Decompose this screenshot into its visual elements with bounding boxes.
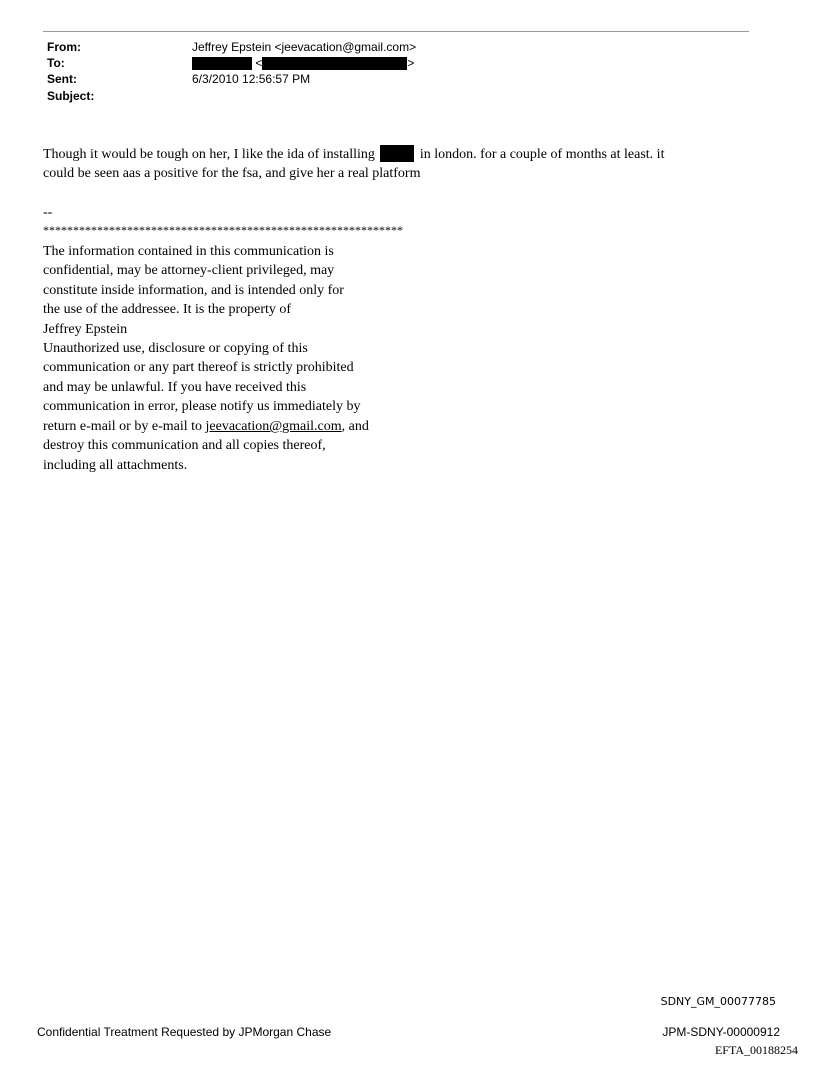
to-open-bracket: < bbox=[255, 56, 263, 70]
signature-dashes: -- bbox=[43, 205, 53, 220]
to-close-bracket: > bbox=[407, 56, 415, 70]
to-value bbox=[192, 57, 414, 70]
message-line-2: could be seen aas a positive for the fsa, and give her a real platform bbox=[43, 166, 421, 181]
from-value: Jeffrey Epstein <jeevacation@gmail.com> bbox=[192, 40, 417, 54]
message-line-1-end: in london. for a couple of months at least. it bbox=[419, 147, 665, 162]
jpm-bates-number: JPM-SDNY-00000912 bbox=[662, 1025, 780, 1039]
disclaimer-line-9: communication in error, please notify us immediately by bbox=[43, 399, 361, 414]
disclaimer-line-4: the use of the addressee. It is the property of bbox=[43, 302, 292, 317]
disclaimer-line-8: and may be unlawful. If you have received this bbox=[43, 380, 307, 395]
sent-value: 6/3/2010 12:56:57 PM bbox=[192, 72, 311, 86]
to-label: To: bbox=[47, 56, 65, 70]
sdny-bates-number: SDNY_GM_00077785 bbox=[660, 995, 776, 1008]
header-divider bbox=[43, 31, 749, 32]
disclaimer-line-2: confidential, may be attorney-client privileged, may bbox=[43, 263, 335, 278]
disclaimer-line-12: including all attachments. bbox=[43, 458, 188, 473]
disclaimer-line-11: destroy this communication and all copies thereof, bbox=[43, 438, 326, 453]
disclaimer-line-10 bbox=[43, 417, 369, 436]
disclaimer-line-1: The information contained in this communication is bbox=[43, 244, 334, 259]
disclaimer-line-6: Unauthorized use, disclosure or copying of this bbox=[43, 341, 308, 356]
signature-stars: ************************************************************ bbox=[43, 223, 403, 237]
disclaimer-line-5: Jeffrey Epstein bbox=[43, 322, 128, 337]
sent-label: Sent: bbox=[47, 72, 77, 86]
redaction-message-name bbox=[380, 145, 414, 162]
from-label: From: bbox=[47, 40, 81, 54]
subject-label: Subject: bbox=[47, 89, 95, 103]
disclaimer-line-7: communication or any part thereof is strictly prohibited bbox=[43, 360, 354, 375]
redaction-to-email bbox=[262, 57, 407, 70]
disclaimer-line-10-start: return e-mail or by e-mail to bbox=[43, 419, 202, 434]
email-link[interactable]: jeevacation@gmail.com bbox=[205, 419, 342, 434]
redaction-to-name bbox=[192, 57, 252, 70]
message-line-1 bbox=[43, 145, 664, 164]
message-line-1-start: Though it would be tough on her, I like the ida of installing bbox=[43, 147, 375, 162]
confidential-treatment-notice: Confidential Treatment Requested by JPMorgan Chase bbox=[37, 1025, 332, 1039]
disclaimer-line-10-end: , and bbox=[341, 419, 369, 434]
disclaimer-line-3: constitute inside information, and is intended only for bbox=[43, 283, 344, 298]
efta-bates-number: EFTA_00188254 bbox=[714, 1043, 798, 1057]
